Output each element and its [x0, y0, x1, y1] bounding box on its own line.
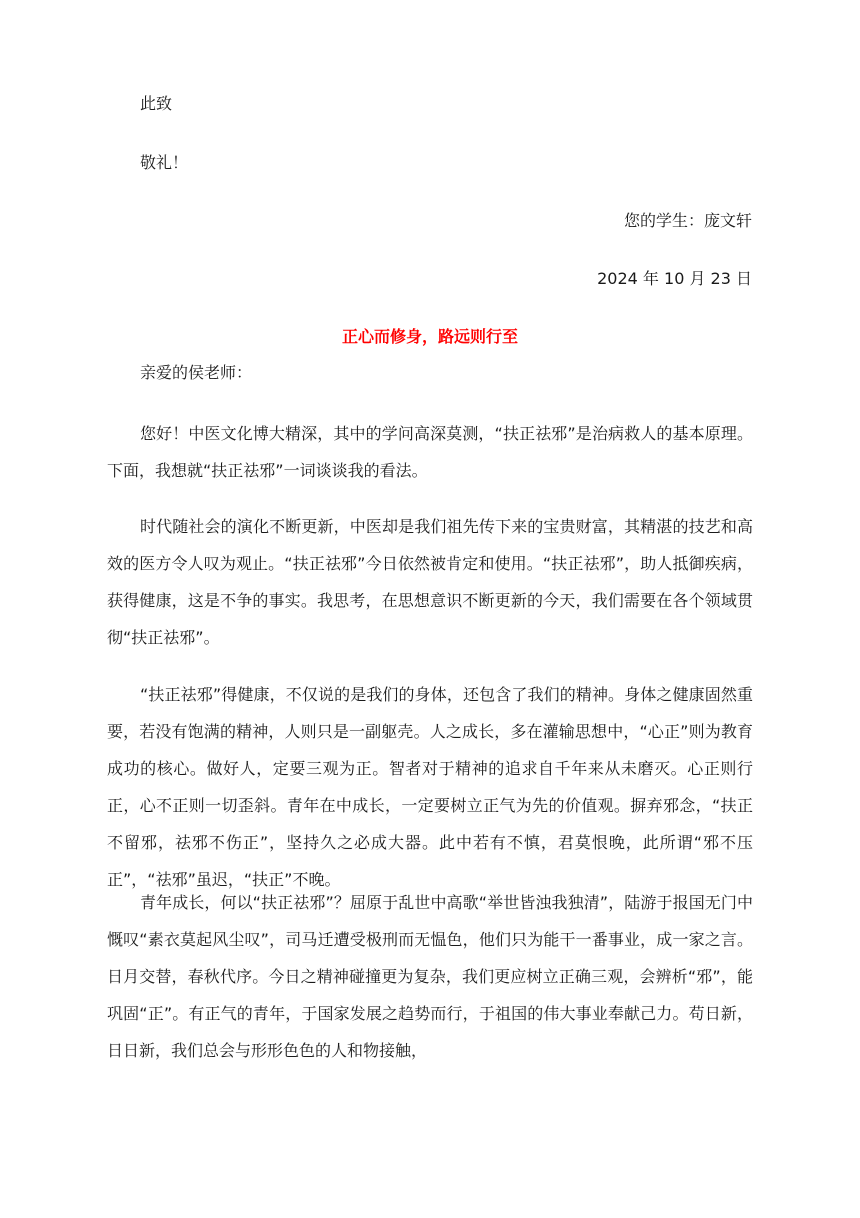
essay-paragraph: 时代随社会的演化不断更新，中医却是我们祖先传下来的宝贵财富，其精湛的技艺和高效的医方令人叹为观止。“扶正祛邪”今日依然被肯定和使用。“扶正祛邪”，助人抵御疾病，获得健康，这是不争的事实。我思考，在思想意识不断更新的今天，我们需要在各个领域贯彻“扶正祛邪”。 [107, 517, 753, 647]
essay-title: 正心而修身，路远则行至 [341, 327, 518, 346]
essay-greeting: 亲爱的侯老师： [140, 363, 253, 382]
essay-paragraph: 您好！中医文化博大精深，其中的学问高深莫测，“扶正祛邪”是治病救人的基本原理。下面，我想就“扶正祛邪”一词谈谈我的看法。 [107, 424, 753, 480]
essay-paragraph: 青年成长，何以“扶正祛邪”？屈原于乱世中高歌“举世皆浊我独清”，陆游于报国无门中慨叹“素衣莫起风尘叹”，司马迁遭受极刑而无愠色，他们只为能干一番事业，成一家之言。日月交替，春秋代序。今日之精神碰撞更为复杂，我们更应树立正确三观，会辨析“邪”，能巩固“正”。有正气的青年，于国家发展之趋势而行，于祖国的伟大事业奉献己力。苟日新，日日新，我们总会与形形色色的人和物接触， [107, 893, 753, 1060]
letter-date: 2024 年 10 月 23 日 [597, 269, 752, 288]
signature: 您的学生：庞文轩 [623, 211, 752, 230]
closing-salutation: 此致 [140, 94, 173, 113]
essay-paragraph: “扶正祛邪”得健康，不仅说的是我们的身体，还包含了我们的精神。身体之健康固然重要，若没有饱满的精神，人则只是一副躯壳。人之成长，多在灌输思想中，“心正”则为教育成功的核心。做好人，定要三观为正。智者对于精神的追求自千年来从未磨灭。心正则行正，心不正则一切歪斜。青年在中成长，一定要树立正气为先的价值观。摒弃邪念，“扶正不留邪，祛邪不伤正”，坚持久之必成大器。此中若有不慎，君莫恨晚，此所谓“邪不压正”，“祛邪”虽迟，“扶正”不晚。 [107, 685, 753, 889]
closing-regards: 敬礼！ [140, 153, 189, 172]
